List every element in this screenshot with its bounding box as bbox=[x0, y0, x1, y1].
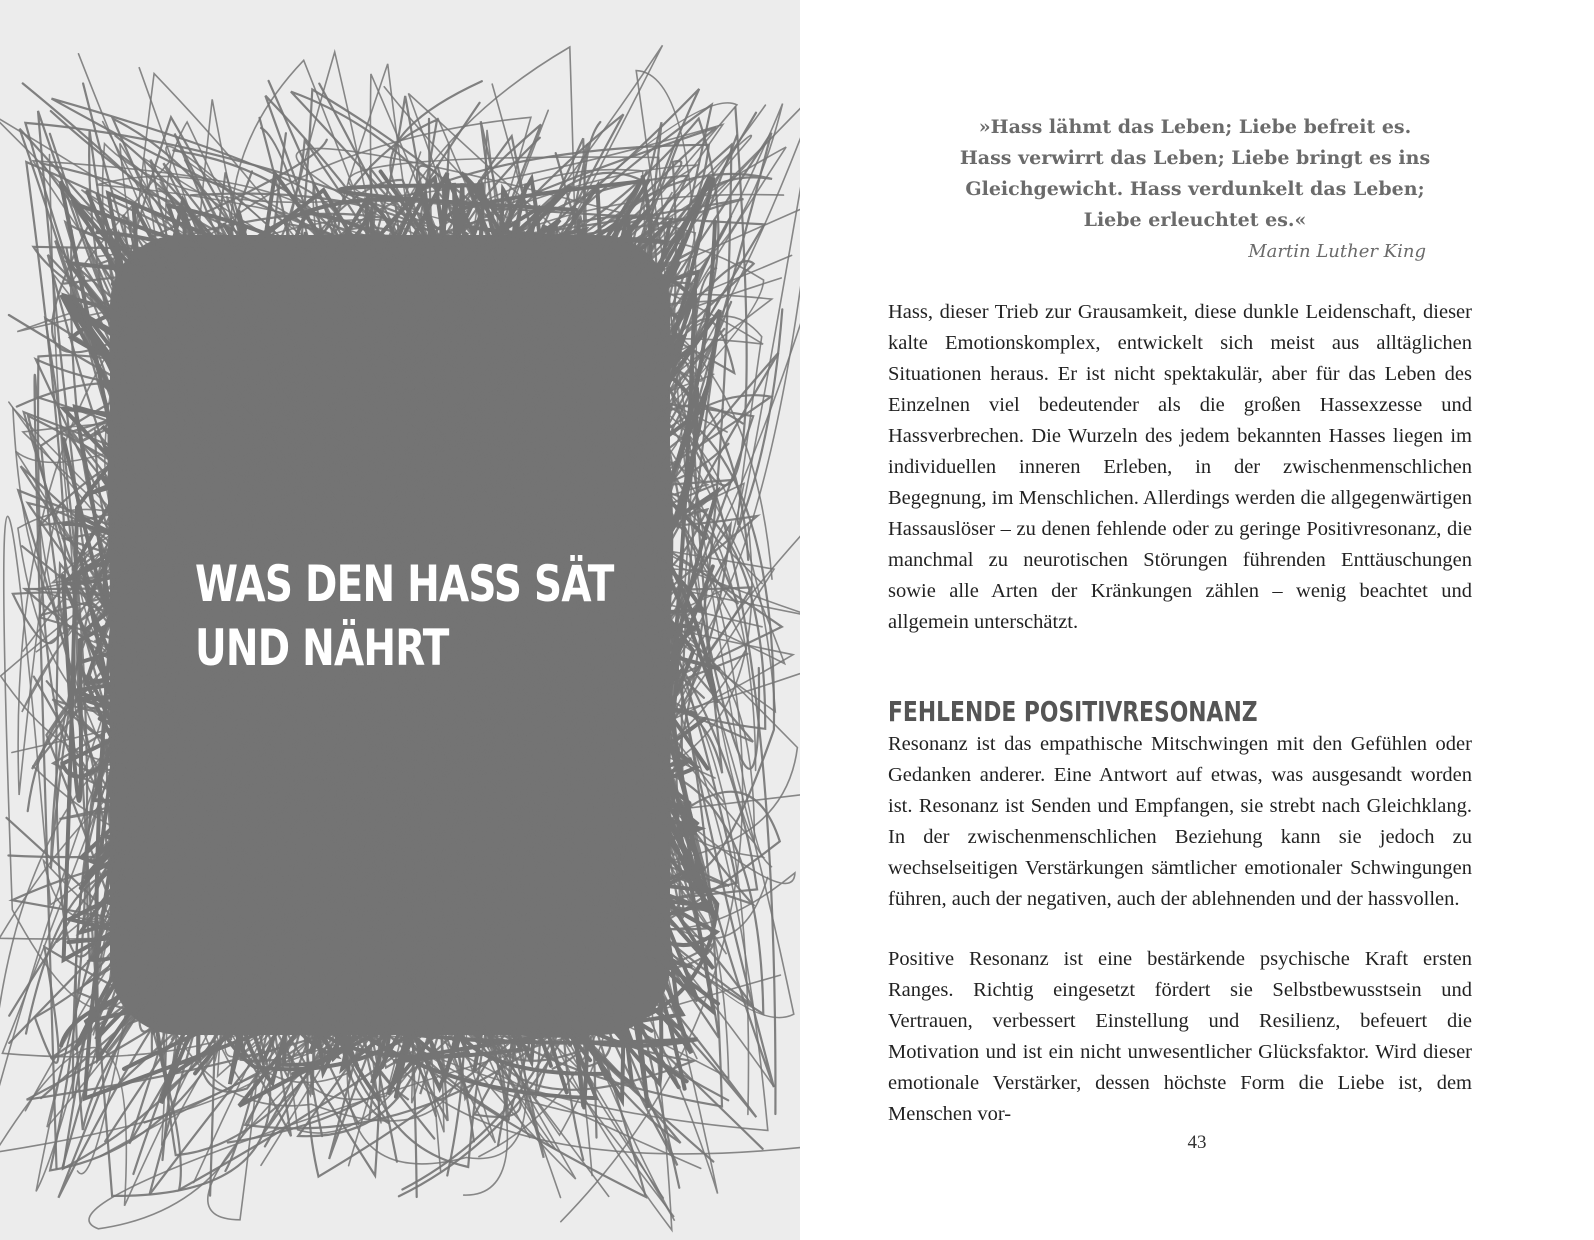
epigraph-line-3: Gleichgewicht. Hass verdunkelt das Leben; bbox=[965, 178, 1425, 200]
epigraph-line-1: »Hass lähmt das Leben; Liebe befreit es. bbox=[978, 116, 1412, 138]
section-paragraph-1: Resonanz ist das empathische Mitschwingen mit den Gefühlen oder Gedanken anderer. Eine Antwort auf etwas, was ausgesandt worden ist. Resonanz ist Senden und Empfangen, sie strebt nach Gleichklang. In der zwischenmenschlichen Beziehung kann sie jedoch zu wechselseitigen Verstärkungen sämtlicher emotionaler Schwingungen führen, auch der negativen, auch der ablehnenden und der hassvollen. bbox=[888, 733, 1472, 910]
section-heading: FEHLENDE POSITIVRESONANZ bbox=[888, 695, 1258, 728]
epigraph-line-2: Hass verwirrt das Leben; Liebe bringt es ins bbox=[959, 147, 1431, 169]
epigraph-quote bbox=[920, 112, 1470, 236]
chapter-title bbox=[195, 552, 614, 680]
page-number: 43 bbox=[1187, 1132, 1207, 1153]
epigraph-line-4: Liebe erleuchtet es.« bbox=[1083, 209, 1307, 231]
epigraph-author: Martin Luther King bbox=[1248, 241, 1426, 262]
chapter-title-line-2: UND NÄHRT bbox=[195, 619, 449, 677]
chapter-title-line-1: WAS DEN HASS SÄT bbox=[195, 555, 614, 613]
right-page bbox=[800, 0, 1594, 1240]
intro-paragraph: Hass, dieser Trieb zur Grausamkeit, diese dunkle Leidenschaft, dieser kalte Emotionskomplex, entwickelt sich meist aus alltäglichen Situationen heraus. Er ist nicht spektakulär, aber für das Leben des Einzelnen viel bedeutender als die großen Hassexzesse und Hassverbrechen. Die Wurzeln des jedem bekannten Hasses liegen im individuellen inneren Erleben, in der zwischenmenschlichen Begegnung, im Menschlichen. Allerdings werden die allgegenwärtigen Hassauslöser – zu denen fehlende oder zu geringe Positivresonanz, die manchmal zu neurotischen Störungen führenden Enttäuschungen sowie alle Arten der Kränkungen zählen – wenig beachtet und allgemein unterschätzt. bbox=[888, 301, 1472, 633]
section-paragraph-2: Positive Resonanz ist eine bestärkende psychische Kraft ersten Ranges. Richtig eingesetzt fördert sie Selbstbewusstsein und Vertrauen, verbessert Einstellung und Resilienz, befeuert die Motivation und ist ein nicht unwesentlicher Glücksfaktor. Wird dieser emotionale Verstärker, dessen höchste Form die Liebe ist, dem Menschen vor- bbox=[888, 948, 1472, 1125]
